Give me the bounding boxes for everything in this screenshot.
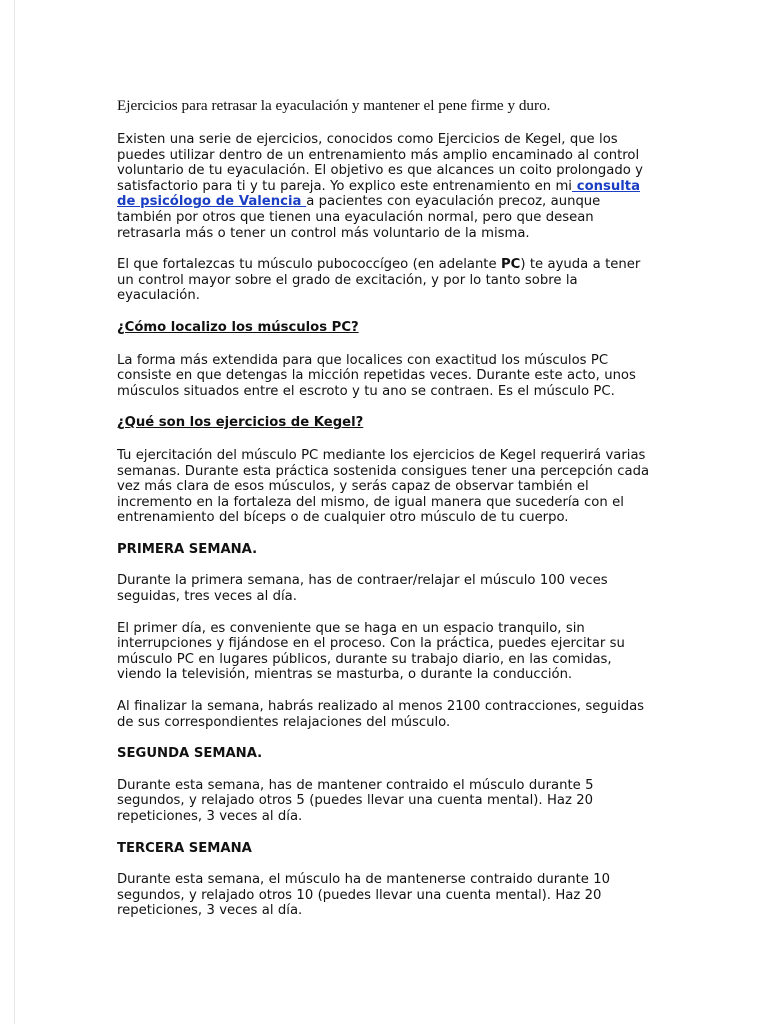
intro-text-before-link: Existen una serie de ejercicios, conocidos como Ejercicios de Kegel, que los puedes utilizar dentro de un entrenamiento más amplio encaminado al control voluntario de tu eyaculación. El objetivo es que alcances un coito prolongado y satisfactorio para ti y tu pareja. Yo explico este entrenamiento en mi xyxy=(117,132,643,194)
locate-paragraph: La forma más extendida para que localices con exactitud los músculos PC consiste en que detengas la micción repetidas veces. Durante este acto, unos músculos situados entre el escroto y tu ano se contraen. Es el músculo PC. xyxy=(117,352,636,399)
intro-text-after-link: a pacientes con eyaculación precoz, aunque también por otros que tienen una eyaculación normal, pero que desean retrasarla más o tener un control más voluntario de la misma. xyxy=(117,194,601,241)
kegel-paragraph: Tu ejercitación del músculo PC mediante los ejercicios de Kegel requerirá varias semanas. Durante esta práctica sostenida consigues tener una percepción cada vez más clara de esos músculos, y serás capaz de observar también el incremento en la fortaleza del mismo, de igual manera que sucedería con el entrenamiento del bíceps o de cualquier otro músculo de tu cuerpo. xyxy=(117,447,650,526)
heading-locate-pc: ¿Cómo localizo los músculos PC? xyxy=(117,319,359,335)
week-1-paragraph-1: Durante la primera semana, has de contraer/relajar el músculo 100 veces seguidas, tres veces al día. xyxy=(117,573,608,605)
pc-text-before: El que fortalezcas tu músculo pubococcígeo (en adelante xyxy=(117,257,501,273)
pc-muscle-paragraph xyxy=(117,257,657,304)
heading-week-3: TERCERA SEMANA xyxy=(117,840,252,856)
document-title: Ejercicios para retrasar la eyaculación y mantener el pene firme y duro. xyxy=(117,97,551,114)
heading-week-1: PRIMERA SEMANA. xyxy=(117,541,258,557)
pc-abbreviation: PC xyxy=(500,257,521,273)
heading-week-2: SEGUNDA SEMANA. xyxy=(117,746,263,762)
document-body xyxy=(117,96,657,935)
pc-text-after: ) te ayuda a tener un control mayor sobre el grado de excitación, y por lo tanto sobre la eyaculación. xyxy=(117,257,641,304)
page-edge-divider xyxy=(14,0,15,1024)
week-1-paragraph-2: El primer día, es conveniente que se haga en un espacio tranquilo, sin interrupciones y fijándose en el proceso. Con la práctica, puedes ejercitar su músculo PC en lugares públicos, durante su trabajo diario, en las comidas, viendo la televisión, mientras se masturba, o durante la conducción. xyxy=(117,620,625,683)
week-3-paragraph: Durante esta semana, el músculo ha de mantenerse contraido durante 10 segundos, y relajado otros 10 (puedes llevar una cuenta mental). Haz 20 repeticiones, 3 veces al día. xyxy=(117,872,611,919)
heading-kegel: ¿Qué son los ejercicios de Kegel? xyxy=(117,415,364,431)
psychologist-valencia-link[interactable]: consulta de psicólogo de Valencia xyxy=(117,178,640,210)
week-1-paragraph-3: Al finalizar la semana, habrás realizado al menos 2100 contracciones, seguidas de sus correspondientes relajaciones del músculo. xyxy=(117,699,645,730)
week-2-paragraph: Durante esta semana, has de mantener contraido el músculo durante 5 segundos, y relajado otros 5 (puedes llevar una cuenta mental). Haz 20 repeticiones, 3 veces al día. xyxy=(117,777,594,824)
intro-paragraph xyxy=(117,132,657,241)
